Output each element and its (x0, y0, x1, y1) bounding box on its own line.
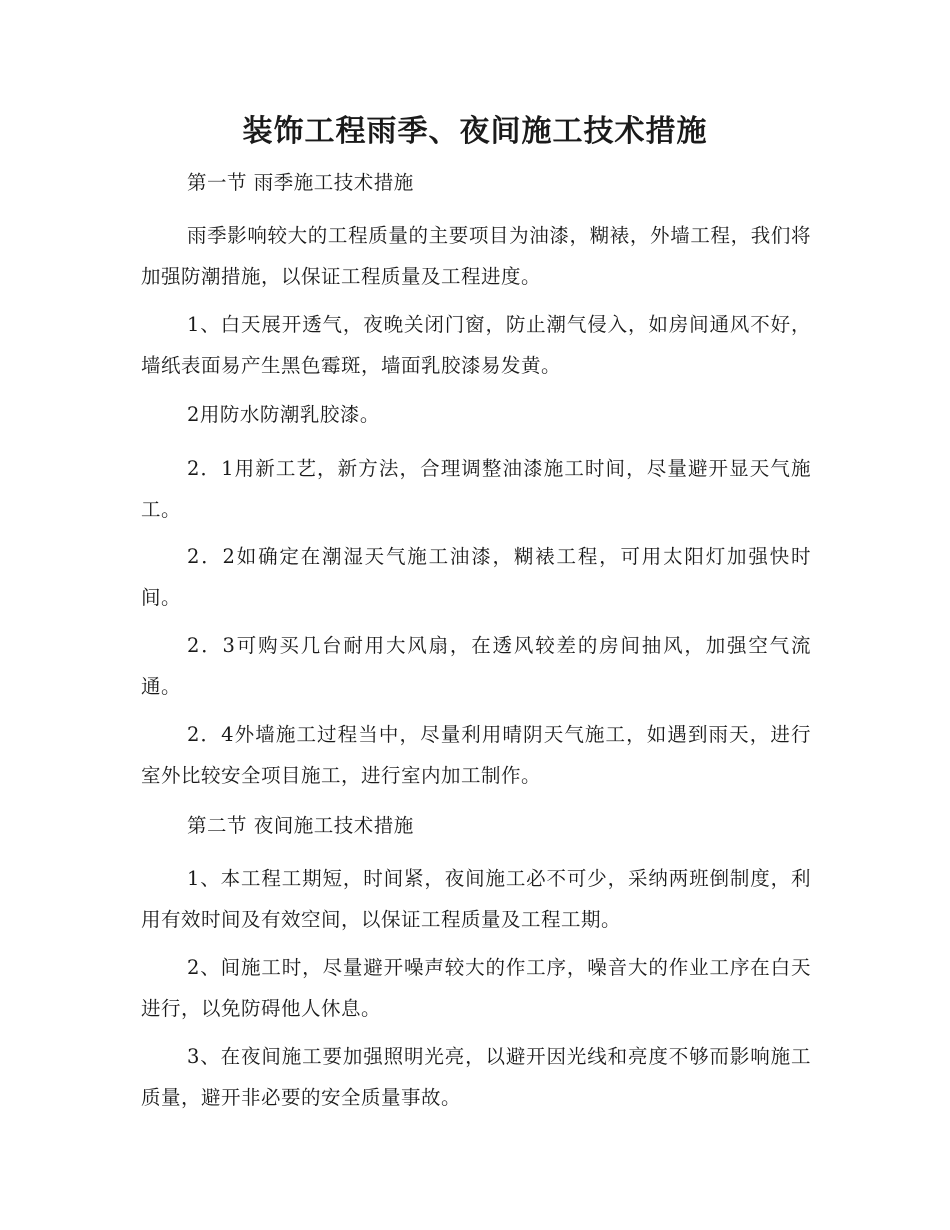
paragraph: 2用防水防潮乳胶漆。 (187, 403, 380, 426)
paragraph: 2．3可购买几台耐用大风扇，在透风较差的房间抽风，加强空气流通。 (141, 634, 811, 698)
paragraph: 2．1用新工艺，新方法，合理调整油漆施工时间，尽量避开显天气施工。 (141, 457, 811, 521)
document-title: 装饰工程雨季、夜间施工技术措施 (242, 114, 708, 149)
paragraph: 1、白天展开透气，夜晚关闭门窗，防止潮气侵入，如房间通风不好，墙纸表面易产生黑色霉斑，墙面乳胶漆易发黄。 (141, 313, 811, 377)
section-heading-night-work: 第二节 夜间施工技术措施 (187, 814, 414, 837)
paragraph: 2．4外墙施工过程当中，尽量利用晴阴天气施工，如遇到雨天，进行室外比较安全项目施工，进行室内加工制作。 (141, 723, 811, 787)
paragraph: 雨季影响较大的工程质量的主要项目为油漆，糊裱，外墙工程，我们将加强防潮措施，以保证工程质量及工程进度。 (141, 224, 811, 288)
paragraph: 1、本工程工期短，时间紧，夜间施工必不可少，采纳两班倒制度，利用有效时间及有效空间，以保证工程质量及工程工期。 (141, 867, 811, 931)
paragraph: 2、间施工时，尽量避开噪声较大的作工序，噪音大的作业工序在白天进行，以免防碍他人休息。 (141, 956, 811, 1020)
paragraph: 3、在夜间施工要加强照明光亮，以避开因光线和亮度不够而影响施工质量，避开非必要的安全质量事故。 (141, 1045, 811, 1109)
paragraph: 2．2如确定在潮湿天气施工油漆，糊裱工程，可用太阳灯加强快时间。 (141, 545, 811, 609)
section-heading-rainy-season: 第一节 雨季施工技术措施 (187, 171, 414, 194)
